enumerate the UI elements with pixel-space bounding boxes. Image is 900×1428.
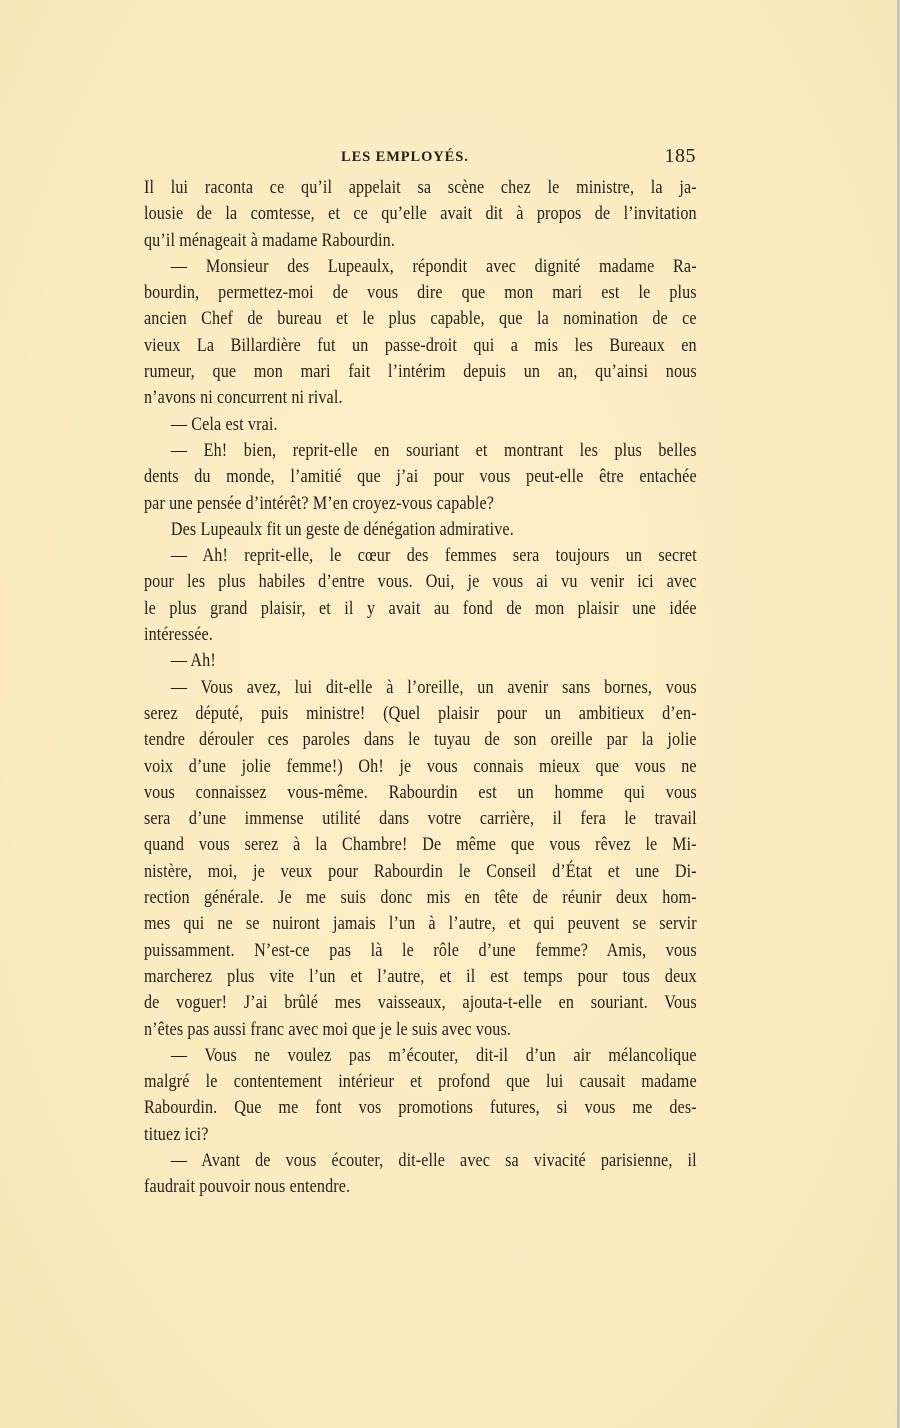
text-line: intéressée. — [144, 624, 213, 646]
paragraph — [144, 675, 697, 1043]
text-line: vieux La Billardière fut un passe-droit qui a mis les Bureaux en — [144, 334, 697, 356]
body-text — [144, 175, 697, 1201]
text-line: n’êtes pas aussi franc avec moi que je le suis avec vous. — [144, 1018, 512, 1040]
text-line: — Ah! — [170, 650, 216, 672]
text-line: marcherez plus vite l’un et l’autre, et il est temps pour tous deux — [144, 965, 697, 987]
text-line: lousie de la comtesse, et ce qu’elle avait dit à propos de l’invitation — [144, 203, 697, 225]
text-line: — Vous avez, lui dit-elle à l’oreille, un avenir sans bornes, vous — [170, 676, 697, 698]
paragraph — [144, 517, 697, 543]
text-line: voix d’une jolie femme!) Oh! je vous connais mieux que vous ne — [144, 755, 697, 777]
text-line: de voguer! J’ai brûlé mes vaisseaux, ajouta-t-elle en souriant. Vous — [144, 992, 697, 1014]
text-line: Des Lupeaulx fit un geste de dénégation admirative. — [170, 518, 514, 540]
paragraph — [144, 543, 697, 648]
text-line: rection générale. Je me suis donc mis en tête de réunir deux hom- — [144, 887, 697, 909]
page-number: 185 — [664, 145, 696, 167]
text-line: mes qui ne se nuiront jamais l’un à l’autre, et qui peuvent se servir — [144, 913, 697, 935]
text-line: n’avons ni concurrent ni rival. — [144, 387, 343, 409]
paragraph — [144, 412, 697, 438]
text-line: — Eh! bien, reprit-elle en souriant et montrant les plus belles — [170, 439, 697, 461]
paragraph — [144, 648, 697, 674]
text-line: le plus grand plaisir, et il y avait au fond de mon plaisir une idée — [144, 597, 697, 619]
page-header — [140, 147, 696, 169]
text-line: puissamment. N’est-ce pas là le rôle d’une femme? Amis, vous — [144, 939, 697, 961]
text-line: sera d’une immense utilité dans votre carrière, il fera le travail — [144, 808, 697, 830]
text-line: bourdin, permettez-moi de vous dire que mon mari est le plus — [144, 282, 697, 304]
paragraph — [144, 254, 697, 412]
text-line: ancien Chef de bureau et le plus capable, que la nomination de ce — [144, 308, 697, 330]
text-line: vous connaissez vous-même. Rabourdin est un homme qui vous — [144, 781, 697, 803]
text-line: — Vous ne voulez pas m’écouter, dit-il d’un air mélancolique — [170, 1044, 697, 1066]
text-line: faudrait pouvoir nous entendre. — [144, 1176, 351, 1198]
text-line: tendre dérouler ces paroles dans le tuyau de son oreille par la jolie — [144, 729, 697, 751]
paragraph — [144, 175, 697, 254]
text-line: — Cela est vrai. — [170, 413, 278, 435]
text-line: par une pensée d’intérêt? M’en croyez-vous capable? — [144, 492, 495, 514]
text-line: pour les plus habiles d’entre vous. Oui, je vous ai vu venir ici avec — [144, 571, 697, 593]
text-line: dents du monde, l’amitié que j’ai pour vous peut-elle être entachée — [144, 466, 697, 488]
running-title: LES EMPLOYÉS. — [341, 149, 469, 165]
text-line: malgré le contentement intérieur et profond que lui causait madame — [144, 1071, 697, 1093]
text-line: quand vous serez à la Chambre! De même que vous rêvez le Mi- — [144, 834, 697, 856]
text-line: — Monsieur des Lupeaulx, répondit avec dignité madame Ra- — [170, 255, 697, 277]
text-line: rumeur, que mon mari fait l’intérim depuis un an, qu’ainsi nous — [144, 361, 697, 383]
text-line: Rabourdin. Que me font vos promotions futures, si vous me des- — [144, 1097, 697, 1119]
text-line: — Avant de vous écouter, dit-elle avec sa vivacité parisienne, il — [170, 1149, 697, 1171]
text-line: — Ah! reprit-elle, le cœur des femmes sera toujours un secret — [170, 545, 697, 567]
text-line: serez député, puis ministre! (Quel plaisir pour un ambitieux d’en- — [144, 702, 697, 724]
text-line: qu’il ménageait à madame Rabourdin. — [144, 229, 396, 251]
text-line: Il lui raconta ce qu’il appelait sa scène chez le ministre, la ja- — [144, 177, 697, 198]
text-line: nistère, moi, je veux pour Rabourdin le Conseil d’État et une Di- — [144, 860, 697, 882]
paragraph — [144, 1043, 697, 1148]
text-line: tituez ici? — [144, 1123, 209, 1145]
paragraph — [144, 1148, 697, 1201]
paragraph — [144, 438, 697, 517]
